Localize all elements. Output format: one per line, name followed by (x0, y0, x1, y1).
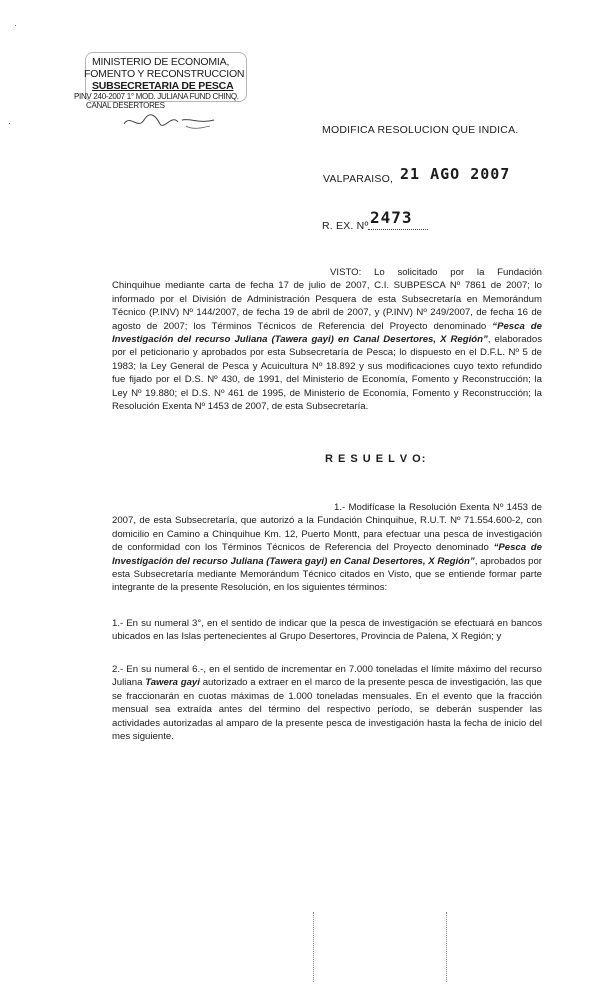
initials-signature (120, 108, 220, 134)
resuelvo-heading: R E S U E L V O: (325, 453, 427, 465)
visto-project-title: “Pesca de Investigación del recurso Juliana (Tawera gayi) en Canal Desertores, X Región” (112, 320, 542, 346)
visto-text-1: VISTO: Lo solicitado por la Fundación Chinquihue mediante carta de fecha 17 de julio de 2007, C.I. SUBPESCA Nº 7861 de 2007; lo informado por el División de Administración Pesquera de esta Subsecretaría en Memorándum Técnico (P.INV) Nº 144/2007, de fecha 19 de abril de 2007, y (P.INV) Nº 249/2007, de fecha 16 de agosto de 2007; los Términos Técnicos de Referencia del Proyecto denominado (112, 267, 542, 332)
ref-line-1: PINV 240-2007 1° MOD. JULIANA FUND CHINQ. (74, 92, 239, 101)
article-1-project-title: “Pesca de Investigación del recurso Juliana (Tawera gayi) en Canal Desertores, X Región” (112, 542, 543, 567)
fold-line (313, 912, 314, 982)
org-line-2: FOMENTO Y RECONSTRUCCION (84, 68, 245, 80)
scan-mark: · (8, 118, 11, 128)
fold-line (446, 912, 447, 982)
resolution-subject: MODIFICA RESOLUCION QUE INDICA. (322, 124, 519, 136)
article-1-text-1: 1.- Modifícase la Resolución Exenta Nº 1453 de 2007, de esta Subsecretaría, que autorizó a la Fundación Chinquihue, R.U.T. Nº 71.554.600-2, con domicilio en Camino a Chinquihue Km. 12, Puerto Montt, para efectuar una pesca de investigación de conformidad con los Términos Técnicos de Referencia del Proyecto denominado (112, 502, 542, 554)
article-1-paragraph (112, 501, 542, 595)
org-line-1: MINISTERIO DE ECONOMIA, (92, 56, 230, 68)
rex-number: 2473 (370, 208, 413, 227)
article-1-text-2: , aprobados por esta Subsecretaría mediante Memorándum Técnico citados en Visto, que se entiende formar parte integrante de la presente Resolución, en los siguientes términos: (112, 555, 542, 594)
visto-text-2: , elaborados por el peticionario y aprobados por esta Subsecretaría de Pesca; lo dispuesto en el D.F.L. Nº 5 de 1983; la Ley General de Pesca y Acuicultura Nº 18.892 y sus modificaciones cuyo texto refundido fue fijado por el D.S. Nº 430, de 1991, del Ministerio de Economía, Fomento y Reconstrucción; la Ley Nº 19.880; el D.S. Nº 461 de 1995, de Ministerio de Economía, Fomento y Reconstrucción; la Resolución Exenta Nº 1453 de 2007, de esta Subsecretaría. (112, 334, 542, 413)
rex-label: R. EX. Nº (322, 220, 369, 232)
item-2-text-1: 2.- En su numeral 6.-, en el sentido de incrementar en 7.000 toneladas el límite máximo del recurso Juliana (112, 664, 542, 689)
visto-paragraph (112, 266, 542, 413)
item-2-species: Tawera gayi (145, 677, 200, 689)
scan-mark: · (14, 20, 17, 30)
org-line-3: SUBSECRETARIA DE PESCA (92, 80, 234, 92)
date-stamp: 21 AGO 2007 (400, 165, 511, 183)
place-label: VALPARAISO, (323, 173, 394, 185)
rex-number-underline (368, 229, 428, 230)
item-2-text-2: autorizado a extraer en el marco de la presente pesca de investigación, las que se fraccionarán en cuotas máximas de 1.000 toneladas mensuales. En el evento que la fracción mensual sea extraída antes del término del respectivo período, se deberán suspender las actividades autorizadas al amparo de la presente pesca de investigación hasta la fecha de inicio del mes siguiente. (112, 677, 542, 743)
ref-line-2: CANAL DESERTORES (86, 101, 165, 110)
item-1-paragraph: 1.- En su numeral 3°, en el sentido de indicar que la pesca de investigación se efectuará en bancos ubicados en las Islas pertenecientes al Grupo Desertores, Provincia de Palena, X Región; y (112, 618, 542, 643)
item-2-paragraph (112, 663, 542, 743)
